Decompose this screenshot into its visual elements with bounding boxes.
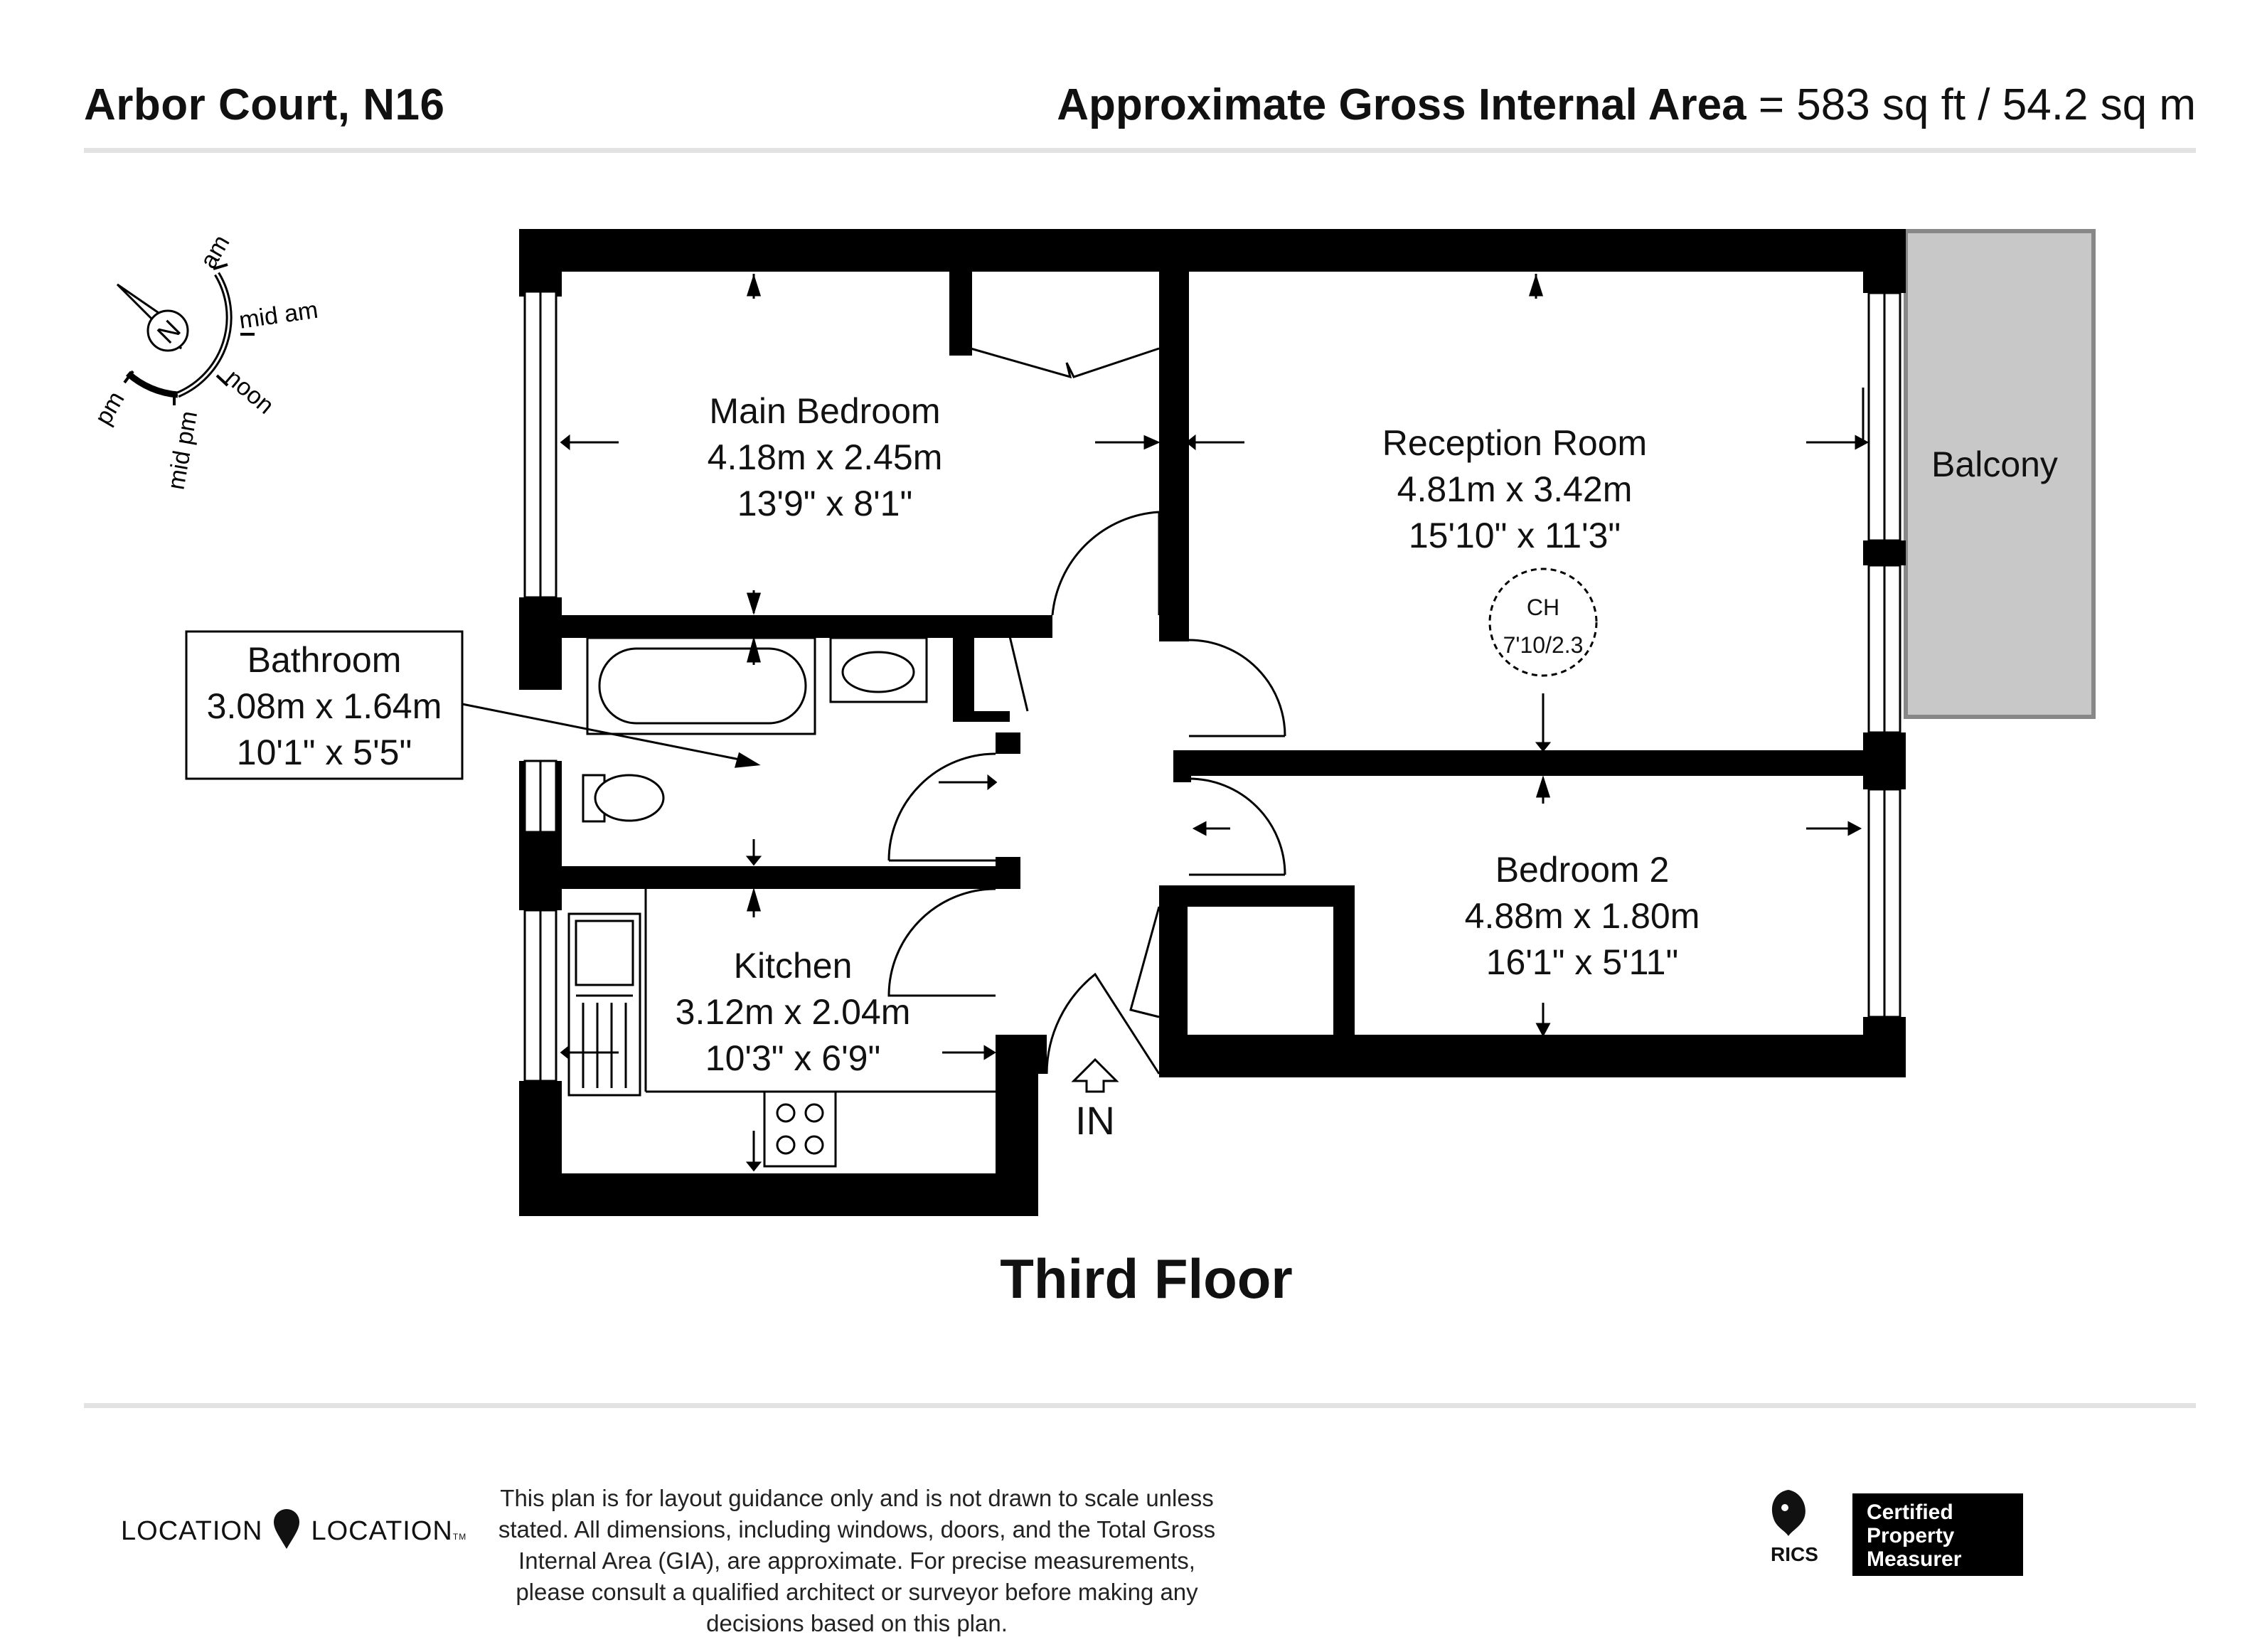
brand-logo [121,1508,466,1557]
ceiling-height-value: 7'10/2.3 [1503,632,1584,658]
gross-area-value: = 583 sq ft / 54.2 sq m [1758,80,2196,129]
rics-logo-text: RICS [1771,1543,1818,1565]
compass-mid-pm: mid pm [162,409,203,492]
brand-tm: TM [452,1532,467,1542]
ceiling-height-marker [1490,569,1596,676]
cpm-line-1: Certified [1867,1501,1953,1524]
compass-mid-am: mid am [237,296,320,334]
reception-imperial: 15'10" x 11'3" [1408,516,1621,555]
bathroom-metric: 3.08m x 1.64m [206,686,442,726]
hob [764,1092,836,1166]
balcony-name: Balcony [1931,444,2058,484]
compass-pm: pm [90,387,130,430]
reception-metric: 4.81m x 3.42m [1397,469,1633,509]
doors [889,348,1285,1074]
main-bedroom-name: Main Bedroom [709,391,941,431]
brand-right: LOCATION [311,1516,453,1547]
rics-lion-icon [1764,1486,1813,1547]
entrance-arrow-icon [1074,1060,1116,1092]
kitchen-imperial: 10'3" x 6'9" [705,1038,881,1078]
location-pin-icon [272,1508,301,1557]
floor-label: Third Floor [1000,1247,1293,1310]
compass-north: N [151,314,187,350]
bedroom2-imperial: 16'1" x 5'11" [1485,942,1679,982]
bathroom-imperial: 10'1" x 5'5" [236,732,412,772]
bathroom-name: Bathroom [247,640,402,680]
main-bedroom-metric: 4.18m x 2.45m [707,437,943,477]
main-bedroom-imperial: 13'9" x 8'1" [737,484,913,523]
cpm-line-2: Property [1867,1524,1955,1547]
ceiling-height-label: CH [1526,595,1560,620]
property-title: Arbor Court, N16 [84,80,445,129]
bedroom2-metric: 4.88m x 1.80m [1464,896,1700,936]
compass-icon [90,230,319,491]
gross-area-label: Approximate Gross Internal Area [1057,80,1746,129]
certified-property-measurer-badge [1852,1493,2023,1576]
compass-noon: noon [220,364,279,420]
disclaimer: This plan is for layout guidance only and is not drawn to scale unless stated. All dimensions, including windows, doors, and the Total Gross Internal Area (GIA), are approximate. For precise measurements, please consult a qualified architect or surveyor before making any decisions based on this plan. [498,1485,1216,1636]
kitchen-name: Kitchen [733,946,853,986]
compass-am: am [195,230,235,273]
kitchen-metric: 3.12m x 2.04m [675,992,911,1032]
brand-left: LOCATION [121,1516,263,1547]
bedroom2-name: Bedroom 2 [1495,850,1670,890]
entrance-label: IN [1075,1098,1115,1143]
reception-name: Reception Room [1382,423,1648,463]
cpm-line-3: Measurer [1867,1547,1962,1571]
